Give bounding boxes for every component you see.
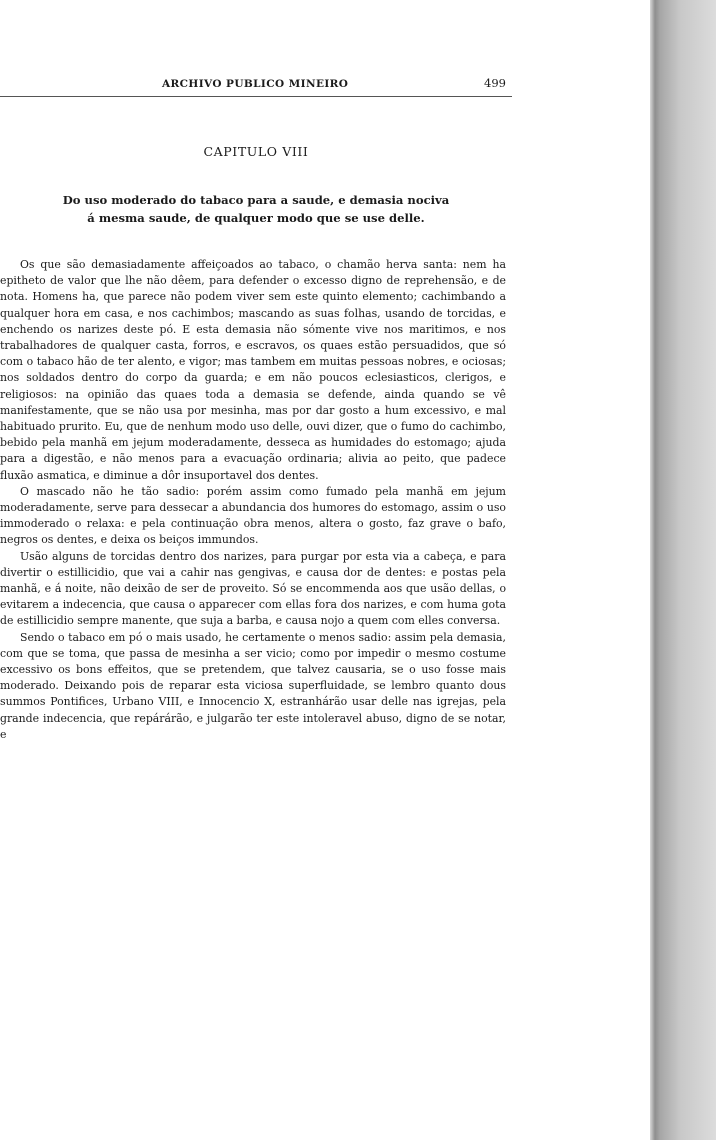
paragraph-3: Usão alguns de torcidas dentro dos narizes, para purgar por esta via a cabeça, e para divertir o estillicidio, que vai a cahir nas gengivas, e causa dor de dentes: e postas pela manhã, e á noite, não deixão de ser de proveito. Só se encommenda aos que usão dellas, o evitarem a indecencia, que causa o apparecer com ellas fora dos narizes, e com huma gota de estillicidio sempre manente, que suja a barba, e causa nojo a quem com elles conversa. — [0, 549, 506, 628]
chapter-subtitle-line-2: á mesma saude, de qualquer modo que se use delle. — [87, 211, 425, 225]
body-text — [0, 257, 506, 743]
header-rule — [0, 96, 512, 97]
page-number: 499 — [484, 76, 506, 90]
paragraph-2: O mascado não he tão sadio: porém assim como fumado pela manhã em jejum moderadamente, serve para dessecar a abundancia dos humores do estomago, assim o uso immoderado o relaxa: e pela continuação obra menos, altera o gosto, faz grave o bafo, negros os dentes, e deixa os beiços immundos. — [0, 484, 506, 547]
paragraph-1: Os que são demasiadamente affeiçoados ao tabaco, o chamão herva santa: nem ha epitheto de valor que lhe não dêem, para defender o excesso digno de reprehensão, e de nota. Homens ha, que parece não podem viver sem este quinto elemento; cachimbando a qualquer hora em casa, e nos cachimbos; mascando as suas folhas, usando de torcidas, e enchendo os narizes deste pó. E esta demasia não sómente vive nos maritimos, e nos trabalhadores de qualquer casta, forros, e escravos, os quaes estão persuadidos, que só com o tabaco hão de ter alento, e vigor; mas tambem em muitas pessoas nobres, e ociosas; nos soldados dentro do corpo da guarda; e em não poucos eclesiasticos, clerigos, e religiosos: na opinião das quaes toda a demasia se defende, ainda quando se vê manifestamente, que se não usa por mesinha, mas por dar gosto a hum excessivo, e mal habituado prurito. Eu, que de nenhum modo uso delle, ouvi dizer, que o fumo do cachimbo, bebido pela manhã em jejum moderadamente, desseca as humidades do estomago; ajuda para a digestão, e não menos para a evacuação ordinaria; alivia ao peito, que padece fluxão asmatica, e diminue a dôr insuportavel dos dentes. — [0, 258, 506, 482]
chapter-subtitle-line-1: Do uso moderado do tabaco para a saude, e demasia nociva — [62, 193, 450, 207]
chapter-title: CAPITULO VIII — [203, 144, 309, 159]
running-head: ARCHIVO PUBLICO MINEIRO — [162, 78, 349, 90]
page-edge-shadow — [650, 0, 716, 1140]
chapter-subtitle — [0, 191, 512, 227]
page-header — [0, 76, 520, 96]
paragraph-4: Sendo o tabaco em pó o mais usado, he certamente o menos sadio: assim pela demasia, com que se toma, que passa de mesinha a ser vicio; como por impedir o mesmo costume excessivo os bons effeitos, que se pretendem, que talvez causaria, se o uso fosse mais moderado. Deixando pois de reparar esta viciosa superfluidade, se lembro quanto dous summos Pontifices, Urbano VIII, e Innocencio X, estranhárão usar delle nas igrejas, pela grande indecencia, que repárárão, e julgarão ter este intoleravel abuso, digno de se notar, e — [0, 630, 506, 741]
